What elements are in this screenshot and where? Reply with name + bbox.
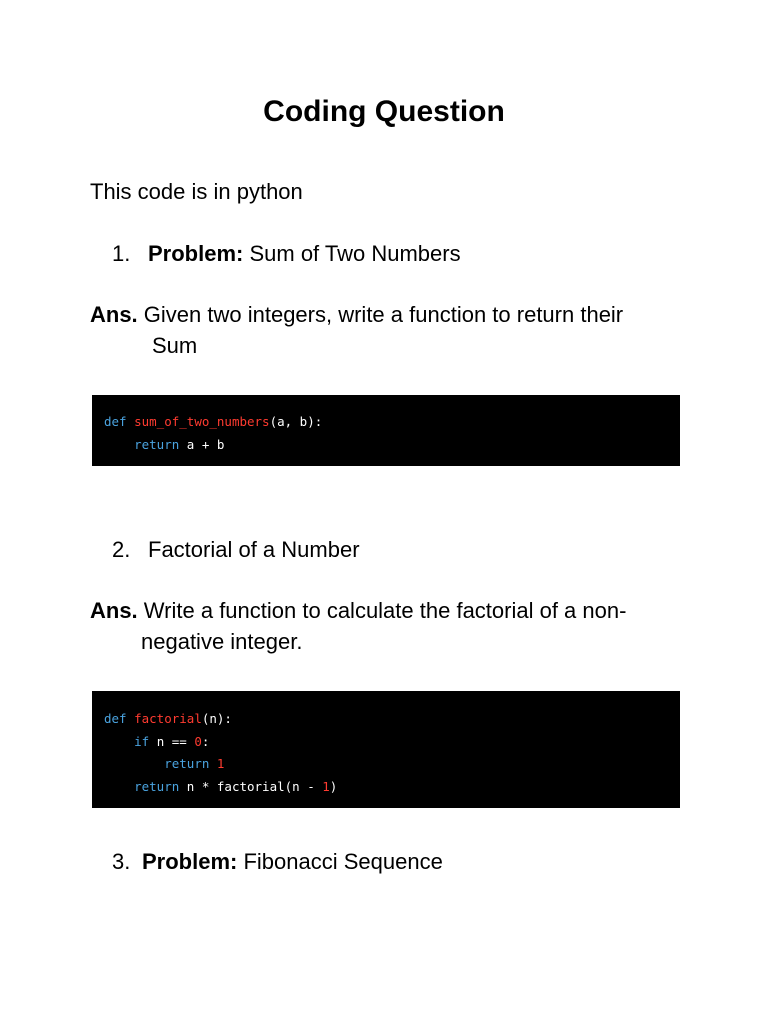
code-block (92, 691, 680, 808)
code-token: a + b (179, 437, 225, 452)
answer-line: Given two integers, write a function to return their (137, 302, 624, 327)
code-token: ) (329, 778, 338, 794)
code-line (104, 711, 232, 727)
code-token: 0 (194, 733, 202, 749)
code-token: def (104, 414, 135, 429)
code-token: 1 (216, 756, 225, 771)
page-title: Coding Question (263, 95, 505, 128)
problem-label: Problem: (142, 849, 238, 874)
code-line (104, 734, 209, 750)
code-token: (n): (201, 711, 232, 726)
problem-label: Problem: (148, 241, 244, 266)
code-line (104, 779, 337, 795)
code-token: : (201, 733, 210, 749)
answer-text (90, 595, 626, 626)
code-token: 1 (322, 778, 330, 794)
answer-label: Ans. (90, 302, 138, 327)
code-indent (104, 756, 164, 771)
code-token: def (104, 711, 135, 726)
code-line (104, 437, 224, 453)
problem-text: Sum of Two Numbers (243, 241, 461, 266)
list-item-number: 2. (112, 537, 131, 562)
code-line (104, 414, 322, 430)
list-item-number: 3. (112, 849, 131, 874)
code-indent (104, 779, 134, 794)
code-line (104, 756, 224, 772)
code-token: return (134, 778, 180, 794)
intro-text: This code is in python (90, 179, 303, 204)
answer-text (90, 299, 623, 330)
problem-text: Fibonacci Sequence (237, 849, 443, 874)
code-token: factorial (134, 711, 202, 726)
code-token: (a, b): (269, 414, 323, 429)
list-item-heading: Factorial of a Number (148, 537, 360, 562)
code-token: n == (149, 733, 195, 749)
answer-line: Write a function to calculate the factorial of a non- (137, 598, 627, 623)
code-token: return (134, 437, 180, 452)
code-token: if (134, 733, 150, 749)
list-item-heading (148, 238, 461, 269)
code-token: return (164, 756, 217, 771)
list-item-heading (142, 846, 443, 877)
code-token: n * factorial(n - (179, 778, 323, 794)
answer-line-continued: negative integer. (141, 629, 303, 654)
code-indent (104, 734, 134, 749)
code-token: sum_of_two_numbers (134, 414, 270, 429)
list-item-number: 1. (112, 241, 131, 266)
code-indent (104, 437, 134, 452)
code-block (92, 395, 680, 466)
answer-label: Ans. (90, 598, 138, 623)
answer-line-continued: Sum (152, 333, 198, 358)
